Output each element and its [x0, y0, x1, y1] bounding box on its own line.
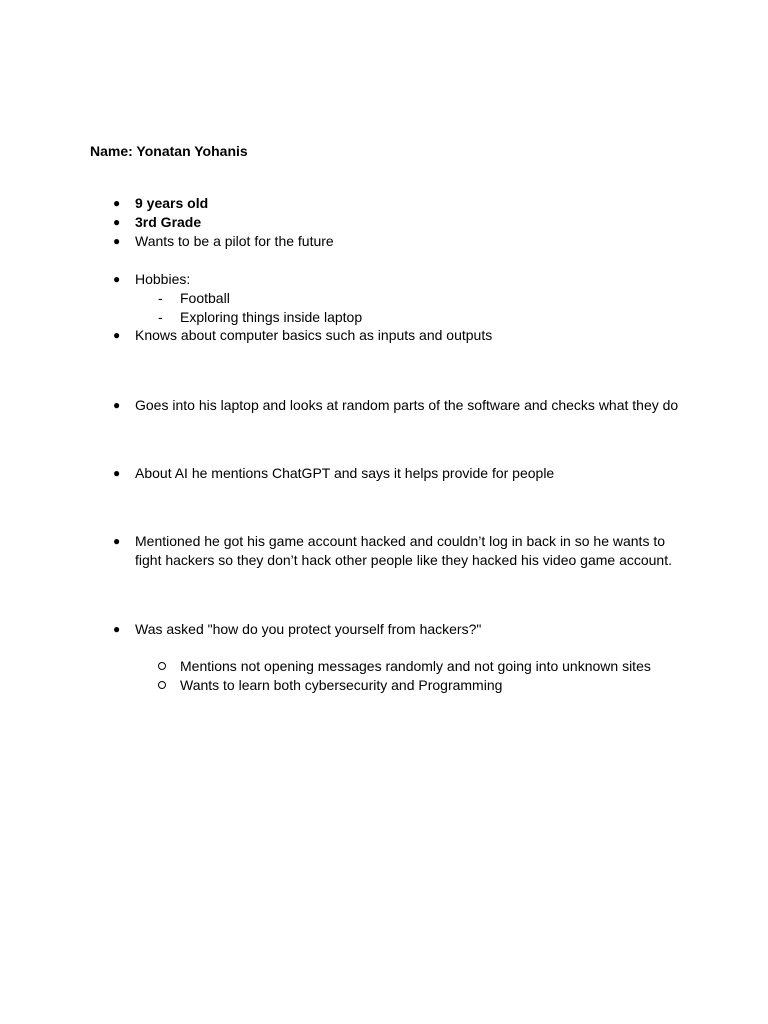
bullet-icon: ●	[113, 534, 121, 548]
list-item-asked: Was asked "how do you protect yourself from hackers?"	[135, 621, 482, 637]
list-item-age: 9 years old	[135, 195, 209, 211]
bullet-icon: ●	[113, 466, 121, 480]
bullet-icon: ●	[113, 398, 121, 412]
list-item-grade: 3rd Grade	[135, 214, 202, 230]
bullet-icon: ●	[113, 272, 121, 286]
list-item-computer: Knows about computer basics such as inputs and outputs	[135, 327, 493, 343]
circle-bullet-icon	[158, 662, 166, 670]
dash-icon: -	[158, 290, 163, 306]
bullet-icon: ●	[113, 196, 121, 210]
list-item-laptop: Goes into his laptop and looks at random parts of the software and checks what they do	[135, 397, 679, 413]
list-item-hacked-line1: Mentioned he got his game account hacked and couldn’t log in back in so he wants to	[135, 533, 666, 549]
list-item-hacked-line2: fight hackers so they don’t hack other people like they hacked his video game account.	[135, 552, 672, 568]
answer-item: Mentions not opening messages randomly and not going into unknown sites	[180, 658, 651, 674]
circle-bullet-icon	[158, 681, 166, 689]
answer-item: Wants to learn both cybersecurity and Programming	[180, 677, 503, 693]
hobby-item: Football	[180, 290, 230, 306]
hobby-item: Exploring things inside laptop	[180, 309, 363, 325]
bullet-icon: ●	[113, 328, 121, 342]
bullet-icon: ●	[113, 215, 121, 229]
list-item-ai: About AI he mentions ChatGPT and says it helps provide for people	[135, 465, 555, 481]
dash-icon: -	[158, 309, 163, 325]
name-heading: Name: Yonatan Yohanis	[90, 143, 248, 159]
bullet-icon: ●	[113, 234, 121, 248]
bullet-icon: ●	[113, 622, 121, 636]
list-item-future: Wants to be a pilot for the future	[135, 233, 334, 249]
list-item-hobbies: Hobbies:	[135, 271, 191, 287]
